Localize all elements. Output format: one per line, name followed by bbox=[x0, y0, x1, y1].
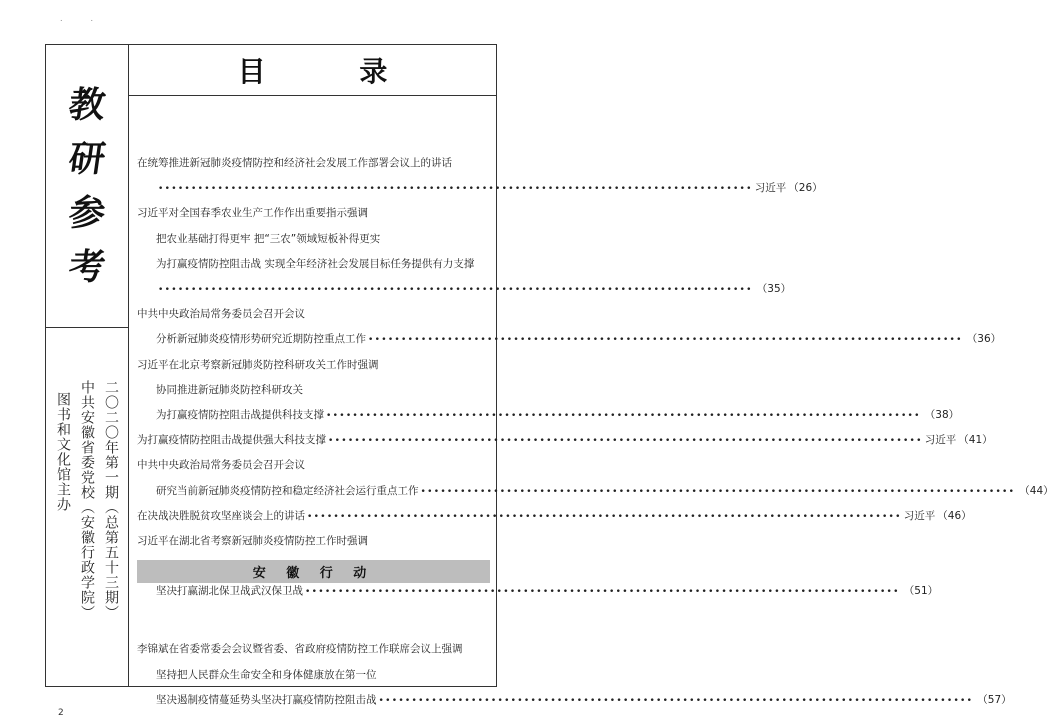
toc-entry bbox=[137, 432, 993, 447]
leader-dots: •••••••••••••••••••••••••••••••••••••••••••••••••••••••••••••••••••••••••••••••••••••••••• bbox=[305, 587, 900, 598]
toc-entry-author: 习近平 bbox=[903, 509, 936, 522]
top-marks: . . bbox=[60, 14, 94, 23]
toc-entry bbox=[156, 331, 1002, 346]
toc-entry-page: （26） bbox=[788, 182, 823, 195]
left-column bbox=[46, 45, 129, 686]
toc-entry-title: 把农业基础打得更牢 把“三农”领域短板补得更实 bbox=[156, 232, 381, 245]
toc-entry-title: 为打赢疫情防控阻击战 实现全年经济社会发展目标任务提供有力支撑 bbox=[156, 257, 475, 270]
leader-dots: •••••••••••••••••••••••••••••••••••••••••••••••••••••••••••••••••••••••••••••••••••••••••• bbox=[326, 411, 921, 421]
toc-entry-page: （57） bbox=[977, 694, 1012, 706]
toc-entry bbox=[137, 641, 490, 656]
toc-entry bbox=[156, 667, 490, 682]
toc-entry-title: 坚持把人民群众生命安全和身体健康放在第一位 bbox=[156, 668, 377, 681]
leader-dots: •••••••••••••••••••••••••••••••••••••••••••••••••••••••••••••••••••••••••••••••••••••••••• bbox=[368, 335, 963, 346]
masthead-char: 考 bbox=[66, 246, 108, 288]
section-header: 安 徽 行 动 bbox=[137, 560, 490, 583]
toc-entry bbox=[156, 483, 1054, 498]
toc-entry-title: 习近平对全国春季农业生产工作作出重要指示强调 bbox=[137, 207, 368, 220]
toc-entry bbox=[156, 382, 490, 397]
leader-dots: •••••••••••••••••••••••••••••••••••••••••••••••••••••••••••••••••••••••••••••••••••••••••• bbox=[158, 184, 753, 195]
toc-entry bbox=[137, 306, 490, 321]
page-number: 2 bbox=[58, 708, 64, 718]
toc-entry bbox=[156, 692, 1012, 707]
toc-entry-title: 在决战决胜脱贫攻坚座谈会上的讲话 bbox=[137, 509, 305, 522]
toc-entry-author: 习近平 bbox=[754, 182, 787, 195]
toc-entry-page: （44） bbox=[1019, 484, 1054, 497]
toc-entry-title: 习近平在北京考察新冠肺炎防控科研攻关工作时强调 bbox=[137, 358, 379, 371]
toc-entry-page: （38） bbox=[924, 409, 960, 421]
toc-column bbox=[129, 45, 1054, 706]
toc-entry-page: （46） bbox=[937, 509, 972, 522]
toc-entry-author: 习近平 bbox=[924, 434, 957, 447]
leader-dots: •••••••••••••••••••••••••••••••••••••••••••••••••••••••••••••••••••••••••••••••••••••••••• bbox=[378, 696, 974, 706]
leader-dots: •••••••••••••••••••••••••••••••••••••••••••••••••••••••••••••••••••••••••••••••••••••••••• bbox=[328, 436, 923, 447]
toc-entry-title: 李锦斌在省委常委会会议暨省委、省政府疫情防控工作联席会议上强调 bbox=[137, 643, 463, 655]
toc-entry bbox=[156, 583, 939, 598]
toc-entry-title: 协同推进新冠肺炎防控科研攻关 bbox=[156, 383, 303, 396]
issue-info bbox=[46, 328, 128, 686]
toc-entry-title: 为打赢疫情防控阻击战提供强大科技支撑 bbox=[137, 434, 326, 447]
toc-entry-title: 中共中央政治局常务委员会召开会议 bbox=[137, 308, 305, 321]
toc-entry bbox=[137, 508, 972, 523]
leader-dots: •••••••••••••••••••••••••••••••••••••••••••••••••••••••••••••••••••••••••••••••••••••••••• bbox=[420, 486, 1016, 497]
toc-title: 目 录 bbox=[237, 55, 430, 88]
contents-frame bbox=[45, 44, 1054, 706]
toc-entry bbox=[156, 256, 490, 271]
toc-entry bbox=[156, 281, 792, 296]
toc-entry bbox=[137, 457, 490, 472]
toc-title-box bbox=[129, 45, 496, 96]
masthead-char: 研 bbox=[66, 138, 108, 180]
toc-entry-title: 分析新冠肺炎疫情形势研究近期防控重点工作 bbox=[156, 333, 366, 346]
toc-entry-title: 坚决遏制疫情蔓延势头坚决打赢疫情防控阻击战 bbox=[156, 694, 377, 706]
issue-line: 二〇二〇年第一期（总第五十三期） bbox=[103, 380, 119, 620]
toc-entry bbox=[137, 357, 490, 372]
toc-entry bbox=[156, 407, 960, 422]
masthead-char: 教 bbox=[66, 84, 108, 126]
toc-entry-title: 为打赢疫情防控阻击战提供科技支撑 bbox=[156, 409, 324, 421]
toc-entry-title: 在统筹推进新冠肺炎疫情防控和经济社会发展工作部署会议上的讲话 bbox=[137, 157, 452, 169]
toc-entry bbox=[137, 205, 490, 220]
toc-entry-page: （35） bbox=[756, 283, 792, 295]
toc-entry bbox=[137, 155, 490, 170]
leader-dots: •••••••••••••••••••••••••••••••••••••••••••••••••••••••••••••••••••••••••••••••••••••••••• bbox=[158, 285, 753, 295]
toc-entry-title: 坚决打赢湖北保卫战武汉保卫战 bbox=[156, 585, 303, 598]
toc-entry bbox=[137, 533, 490, 548]
toc-entry bbox=[156, 231, 490, 246]
leader-dots: •••••••••••••••••••••••••••••••••••••••••••••••••••••••••••••••••••••••••••••••••••••••••• bbox=[307, 511, 902, 522]
toc-entry-page: （36） bbox=[966, 333, 1002, 346]
toc-entry bbox=[156, 180, 823, 195]
toc-entry-title: 研究当前新冠肺炎疫情防控和稳定经济社会运行重点工作 bbox=[156, 484, 419, 497]
toc-entry-page: （51） bbox=[903, 585, 939, 598]
organizer-line: 图书和文化馆主办 bbox=[55, 392, 71, 512]
masthead bbox=[46, 45, 128, 328]
toc-entry-page: （41） bbox=[958, 434, 993, 447]
masthead-char: 参 bbox=[66, 192, 108, 234]
toc-entry-title: 习近平在湖北省考察新冠肺炎疫情防控工作时强调 bbox=[137, 535, 368, 547]
publisher-line: 中共安徽省委党校（安徽行政学院） bbox=[79, 380, 95, 620]
toc-entry-title: 中共中央政治局常务委员会召开会议 bbox=[137, 459, 305, 472]
